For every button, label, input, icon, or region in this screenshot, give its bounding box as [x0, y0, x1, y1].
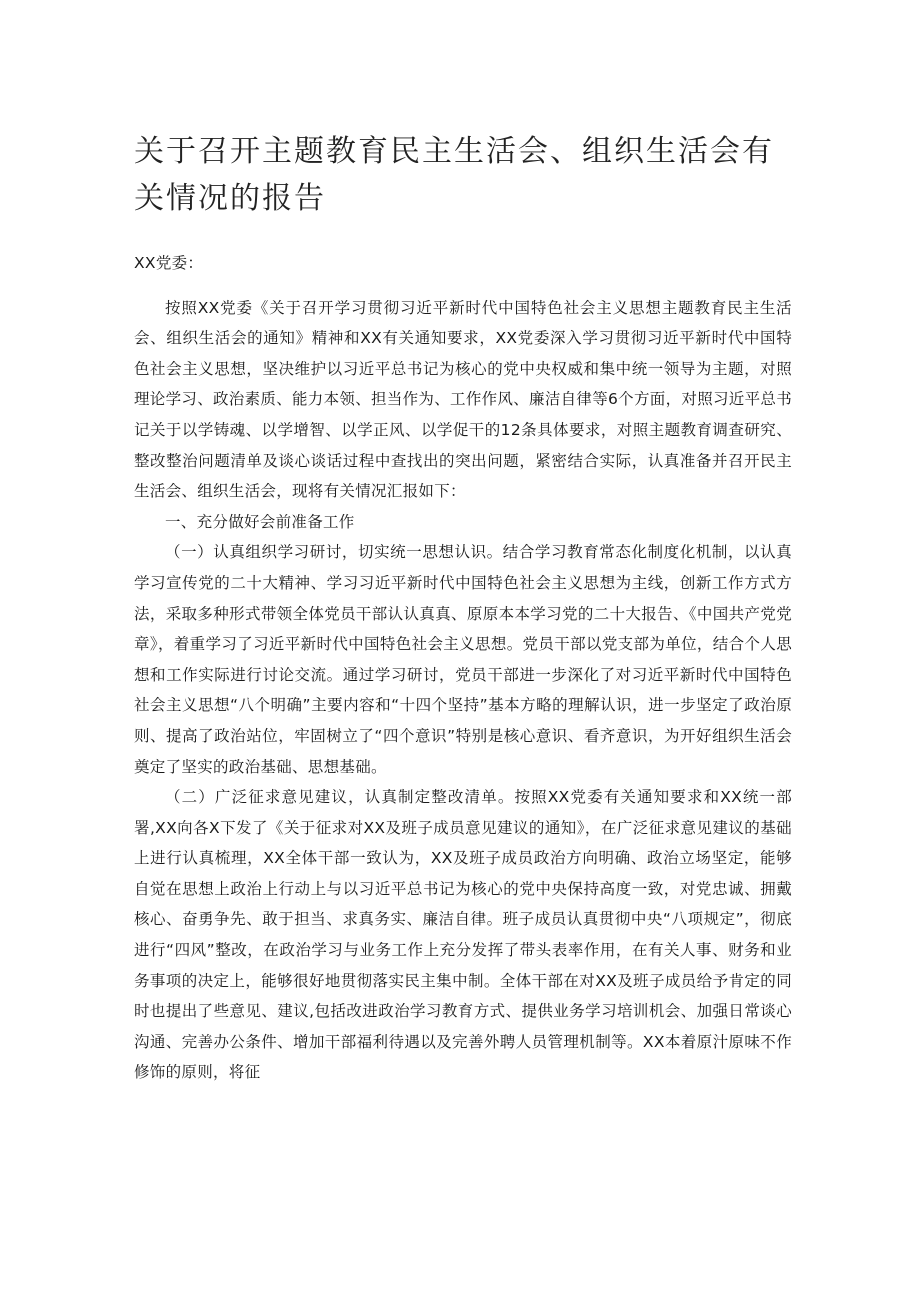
salutation: XX党委：: [134, 254, 204, 272]
intro-paragraph: 按照XX党委《关于召开学习贯彻习近平新时代中国特色社会主义思想主题教育民主生活会、组织生活会的通知》精神和XX有关通知要求，XX党委深入学习贯彻习近平新时代中国特色社会主义思想，坚决维护以习近平总书记为核心的党中央权威和集中统一领导为主题，对照理论学习、政治素质、能力本领、担当作为、工作作风、廉洁自律等6个方面，对照习近平总书记关于以学铸魂、以学增智、以学正风、以学促干的12条具体要求，对照主题教育调查研究、整改整治问题清单及谈心谈话过程中查找出的突出问题，紧密结合实际，认真准备并召开民主生活会、组织生活会，现将有关情况汇报如下：: [134, 298, 792, 501]
document-title: 关于召开主题教育民主生活会、组织生活会有关情况的报告: [134, 134, 774, 216]
section-heading-1: 一、充分做好会前准备工作: [165, 512, 355, 531]
subsection-paragraph-2: （二）广泛征求意见建议，认真制定整改清单。按照XX党委有关通知要求和XX统一部署,XX向各X下发了《关于征求对XX及班子成员意见建议的通知》，在广泛征求意见建议的基础上进行认真梳理，XX全体干部一致认为，XX及班子成员政治方向明确、政治立场坚定，能够自觉在思想上政治上行动上与以习近平总书记为核心的党中央保持高度一致，对党忠诚、拥戴核心、奋勇争先、敢于担当、求真务实、廉洁自律。班子成员认真贯彻中央“八项规定”，彻底进行“四风”整改，在政治学习与业务工作上充分发挥了带头表率作用，在有关人事、财务和业务事项的决定上，能够很好地贯彻落实民主集中制。全体干部在对XX及班子成员给予肯定的同时也提出了些意见、建议,包括改进政治学习教育方式、提供业务学习培训机会、加强日常谈心沟通、完善办公条件、增加干部福利待遇以及完善外聘人员管理机制等。XX本着原汁原味不作修饰的原则，将征: [134, 788, 792, 1082]
subsection-paragraph-1: （一）认真组织学习研讨，切实统一思想认识。结合学习教育常态化制度化机制，以认真学习宣传党的二十大精神、学习习近平新时代中国特色社会主义思想为主线，创新工作方式方法，采取多种形式带领全体党员干部认认真真、原原本本学习党的二十大报告、《中国共产党党章》，着重学习了习近平新时代中国特色社会主义思想。党员干部以党支部为单位，结合个人思想和工作实际进行讨论交流。通过学习研讨，党员干部进一步深化了对习近平新时代中国特色社会主义思想“八个明确”主要内容和“十四个坚持”基本方略的理解认识，进一步坚定了政治原则、提高了政治站位，牢固树立了“四个意识”特别是核心意识、看齐意识，为开好组织生活会奠定了坚实的政治基础、思想基础。: [134, 543, 792, 776]
document-body: [134, 248, 792, 1088]
